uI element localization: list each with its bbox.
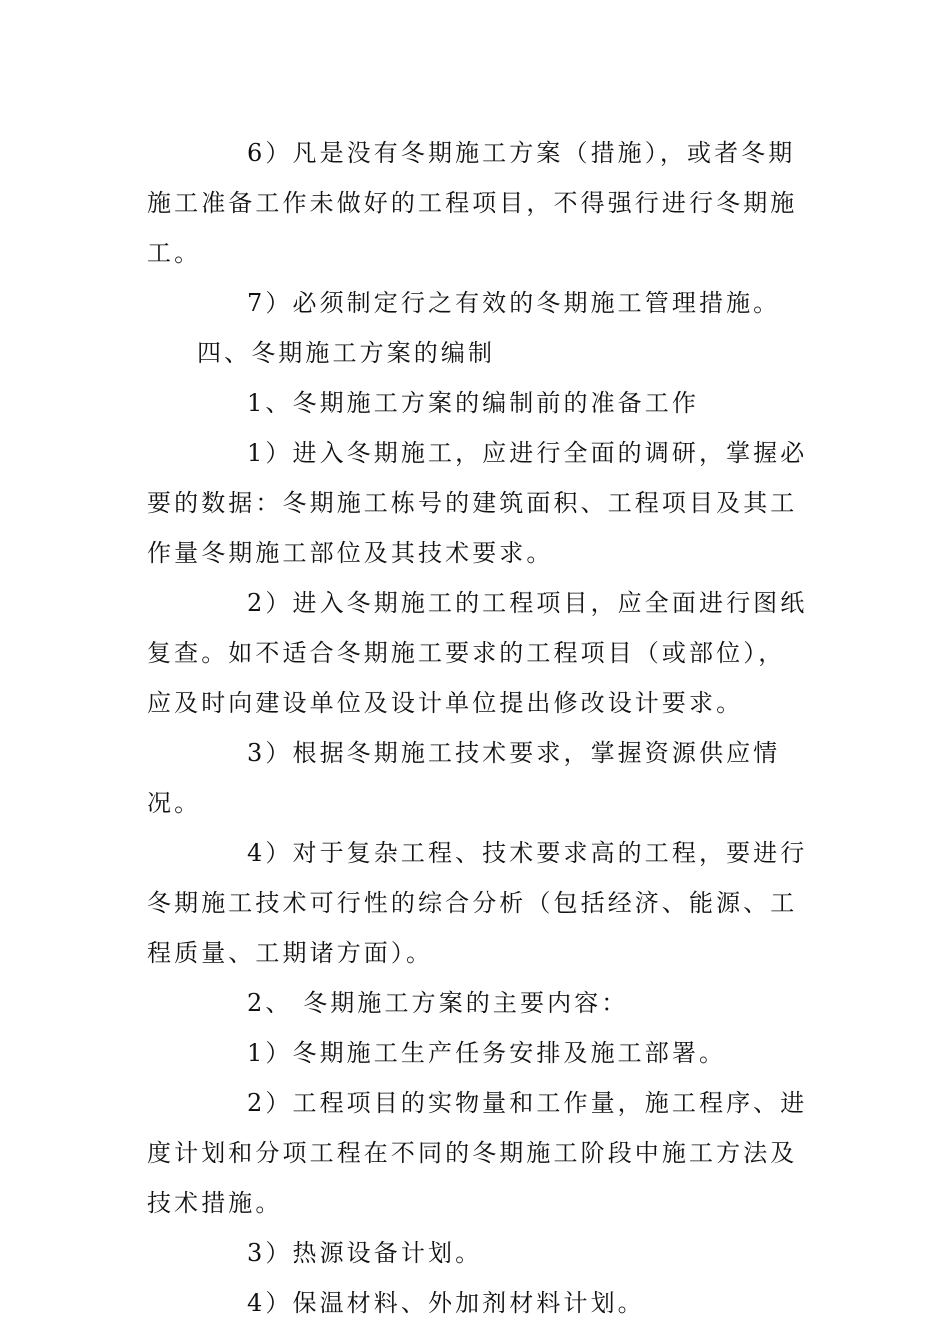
- document-body: [147, 128, 809, 1328]
- paragraph-item-1: 1）进入冬期施工，应进行全面的调研，掌握必要的数据：冬期施工栋号的建筑面积、工程项目及其工作量冬期施工部位及其技术要求。: [147, 439, 808, 567]
- paragraph-item-6: 6）凡是没有冬期施工方案（措施），或者冬期施工准备工作未做好的工程项目，不得强行进行冬期施工。: [147, 139, 798, 267]
- content-item-3: 3）热源设备计划。: [247, 1239, 483, 1267]
- subsection-heading-2: 2、 冬期施工方案的主要内容：: [247, 989, 629, 1017]
- paragraph-item-4: 4）对于复杂工程、技术要求高的工程，要进行冬期施工技术可行性的综合分析（包括经济、能源、工程质量、工期诸方面）。: [147, 839, 808, 967]
- content-item-4: 4）保温材料、外加剂材料计划。: [247, 1289, 645, 1317]
- section-heading-4: 四、冬期施工方案的编制: [197, 339, 496, 367]
- content-item-1: 1）冬期施工生产任务安排及施工部署。: [247, 1039, 727, 1067]
- content-item-2: 2）工程项目的实物量和工作量，施工程序、进度计划和分项工程在不同的冬期施工阶段中施工方法及技术措施。: [147, 1089, 808, 1217]
- paragraph-item-2: 2）进入冬期施工的工程项目，应全面进行图纸复查。如不适合冬期施工要求的工程项目（或部位），应及时向建设单位及设计单位提出修改设计要求。: [147, 589, 808, 717]
- subsection-heading-1: 1、冬期施工方案的编制前的准备工作: [247, 389, 699, 417]
- paragraph-item-3: 3）根据冬期施工技术要求，掌握资源供应情况。: [147, 739, 781, 817]
- paragraph-item-7: 7）必须制定行之有效的冬期施工管理措施。: [247, 289, 781, 317]
